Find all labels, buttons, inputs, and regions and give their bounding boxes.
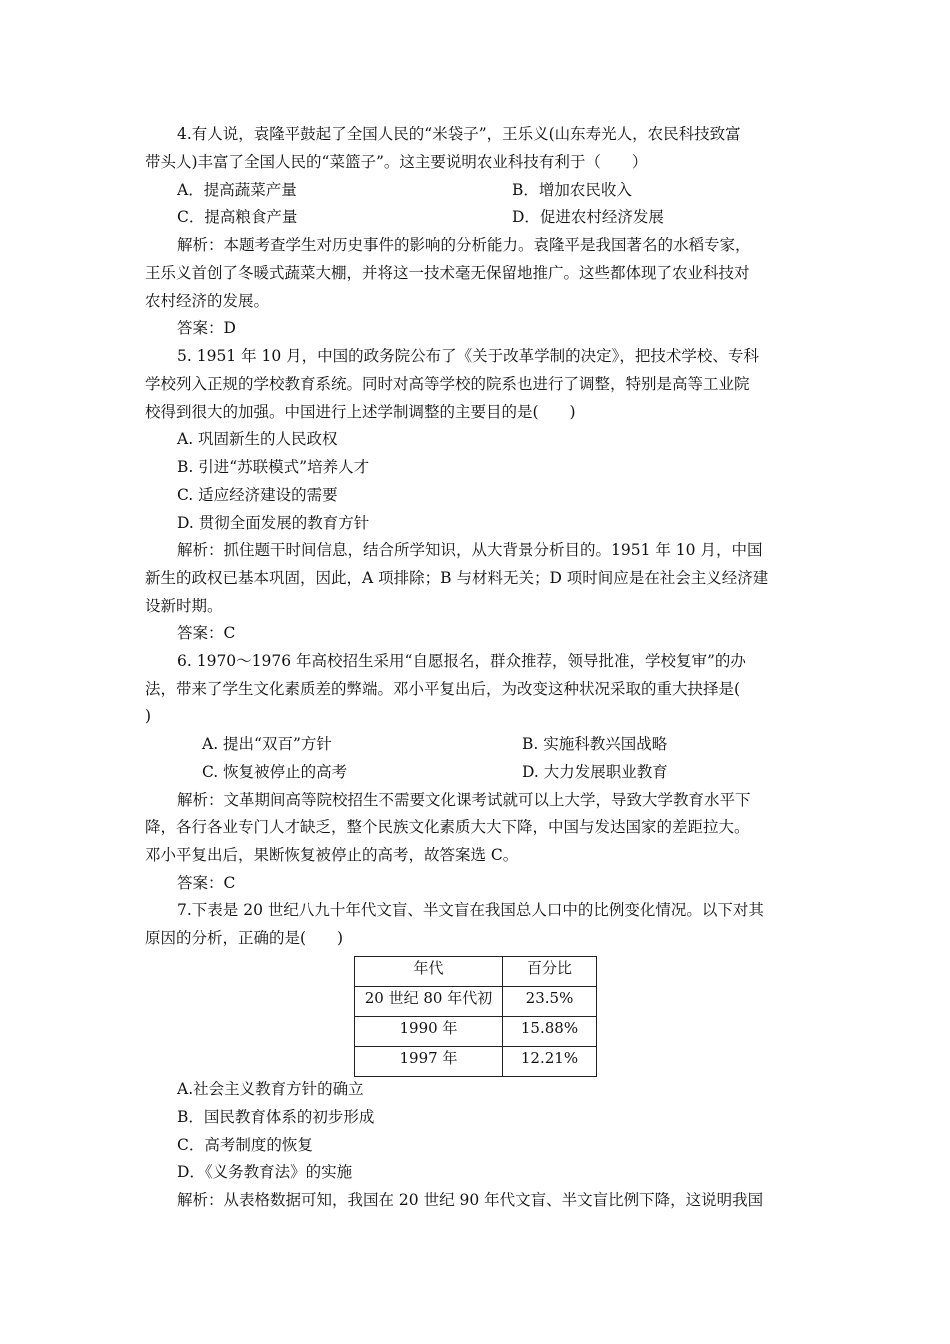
q5-analysis-line-2: 新生的政权已基本巩固，因此，A 项排除；B 与材料无关；D 项时间应是在社会主义经济建 — [145, 569, 769, 587]
table-header-cell: 年代 — [355, 957, 503, 987]
q4-stem-line-1: 4.有人说，袁隆平鼓起了全国人民的“米袋子”，王乐义(山东寿光人，农民科技致富 — [177, 125, 741, 143]
q6-analysis-line-2: 降，各行各业专门人才缺乏，整个民族文化素质大大下降，中国与发达国家的差距拉大。 — [145, 818, 750, 836]
q7-option-d: D．《义务教育法》的实施 — [177, 1163, 353, 1181]
q6-option-d: D. 大力发展职业教育 — [522, 763, 668, 781]
table-row — [355, 987, 597, 1017]
q7-stem-line-2: 原因的分析，正确的是( ) — [145, 929, 344, 947]
q4-answer: 答案：D — [177, 319, 236, 337]
table-cell: 23.5% — [503, 987, 597, 1017]
q5-stem-line-2: 学校列入正规的学校教育系统。同时对高等学校的院系也进行了调整，特别是高等工业院 — [145, 375, 750, 393]
table-row — [355, 1047, 597, 1077]
q5-answer: 答案：C — [177, 624, 236, 642]
q4-analysis-line-2: 王乐义首创了冬暖式蔬菜大棚，并将这一技术毫无保留地推广。这些都体现了农业科技对 — [145, 264, 750, 282]
q5-option-c: C. 适应经济建设的需要 — [177, 486, 338, 504]
q6-stem-line-3: ) — [145, 707, 152, 725]
q7-option-b: B．国民教育体系的初步形成 — [177, 1108, 375, 1126]
table-cell: 12.21% — [503, 1047, 597, 1077]
q4-option-d: D．促进农村经济发展 — [512, 208, 664, 226]
q4-option-c: C．提高粮食产量 — [177, 208, 298, 226]
q7-option-c: C．高考制度的恢复 — [177, 1136, 313, 1154]
q6-option-b: B. 实施科教兴国战略 — [522, 735, 668, 753]
q5-analysis-line-3: 设新时期。 — [145, 597, 223, 615]
q5-option-a: A. 巩固新生的人民政权 — [177, 430, 338, 448]
q6-analysis-line-3: 邓小平复出后，果断恢复被停止的高考，故答案选 C。 — [145, 846, 519, 864]
q5-option-d: D. 贯彻全面发展的教育方针 — [177, 514, 370, 532]
q4-stem-line-2: 带头人)丰富了全国人民的“菜篮子”。这主要说明农业科技有利于（ ） — [145, 153, 648, 171]
table-header-row — [355, 957, 597, 987]
q6-stem-line-1: 6. 1970～1976 年高校招生采用“自愿报名，群众推荐，领导批准，学校复审”的办 — [177, 652, 746, 670]
table-cell: 1997 年 — [355, 1047, 503, 1077]
q4-option-b: B．增加农民收入 — [512, 181, 632, 199]
q6-option-a: A. 提出“双百”方针 — [202, 735, 332, 753]
q6-stem-line-2: 法，带来了学生文化素质差的弊端。邓小平复出后，为改变这种状况采取的重大抉择是( — [145, 680, 741, 698]
table-cell: 15.88% — [503, 1017, 597, 1047]
q6-answer: 答案：C — [177, 874, 236, 892]
q7-analysis-line-1: 解析：从表格数据可知，我国在 20 世纪 90 年代文盲、半文盲比例下降，这说明我国 — [177, 1191, 764, 1209]
q5-option-b: B. 引进“苏联模式”培养人才 — [177, 458, 370, 476]
q4-analysis-line-1: 解析：本题考查学生对历史事件的影响的分析能力。袁隆平是我国著名的水稻专家， — [177, 236, 751, 254]
q6-analysis-line-1: 解析：文革期间高等院校招生不需要文化课考试就可以上大学，导致大学教育水平下 — [177, 791, 751, 809]
table-header-cell: 百分比 — [503, 957, 597, 987]
q4-option-a: A．提高蔬菜产量 — [177, 181, 297, 199]
table-cell: 20 世纪 80 年代初 — [355, 987, 503, 1017]
q7-stem-line-1: 7.下表是 20 世纪八九十年代文盲、半文盲在我国总人口中的比例变化情况。以下对其 — [177, 901, 764, 919]
q5-stem-line-1: 5. 1951 年 10 月，中国的政务院公布了《关于改革学制的决定》，把技术学校、专科 — [177, 347, 759, 365]
q7-option-a: A.社会主义教育方针的确立 — [177, 1080, 364, 1098]
literacy-table — [354, 956, 597, 1077]
table-row — [355, 1017, 597, 1047]
q4-analysis-line-3: 农村经济的发展。 — [145, 292, 270, 310]
q5-stem-line-3: 校得到很大的加强。中国进行上述学制调整的主要目的是( ) — [145, 403, 576, 421]
q5-analysis-line-1: 解析：抓住题干时间信息，结合所学知识，从大背景分析目的。1951 年 10 月，中国 — [177, 541, 763, 559]
table-cell: 1990 年 — [355, 1017, 503, 1047]
q6-option-c: C. 恢复被停止的高考 — [202, 763, 348, 781]
